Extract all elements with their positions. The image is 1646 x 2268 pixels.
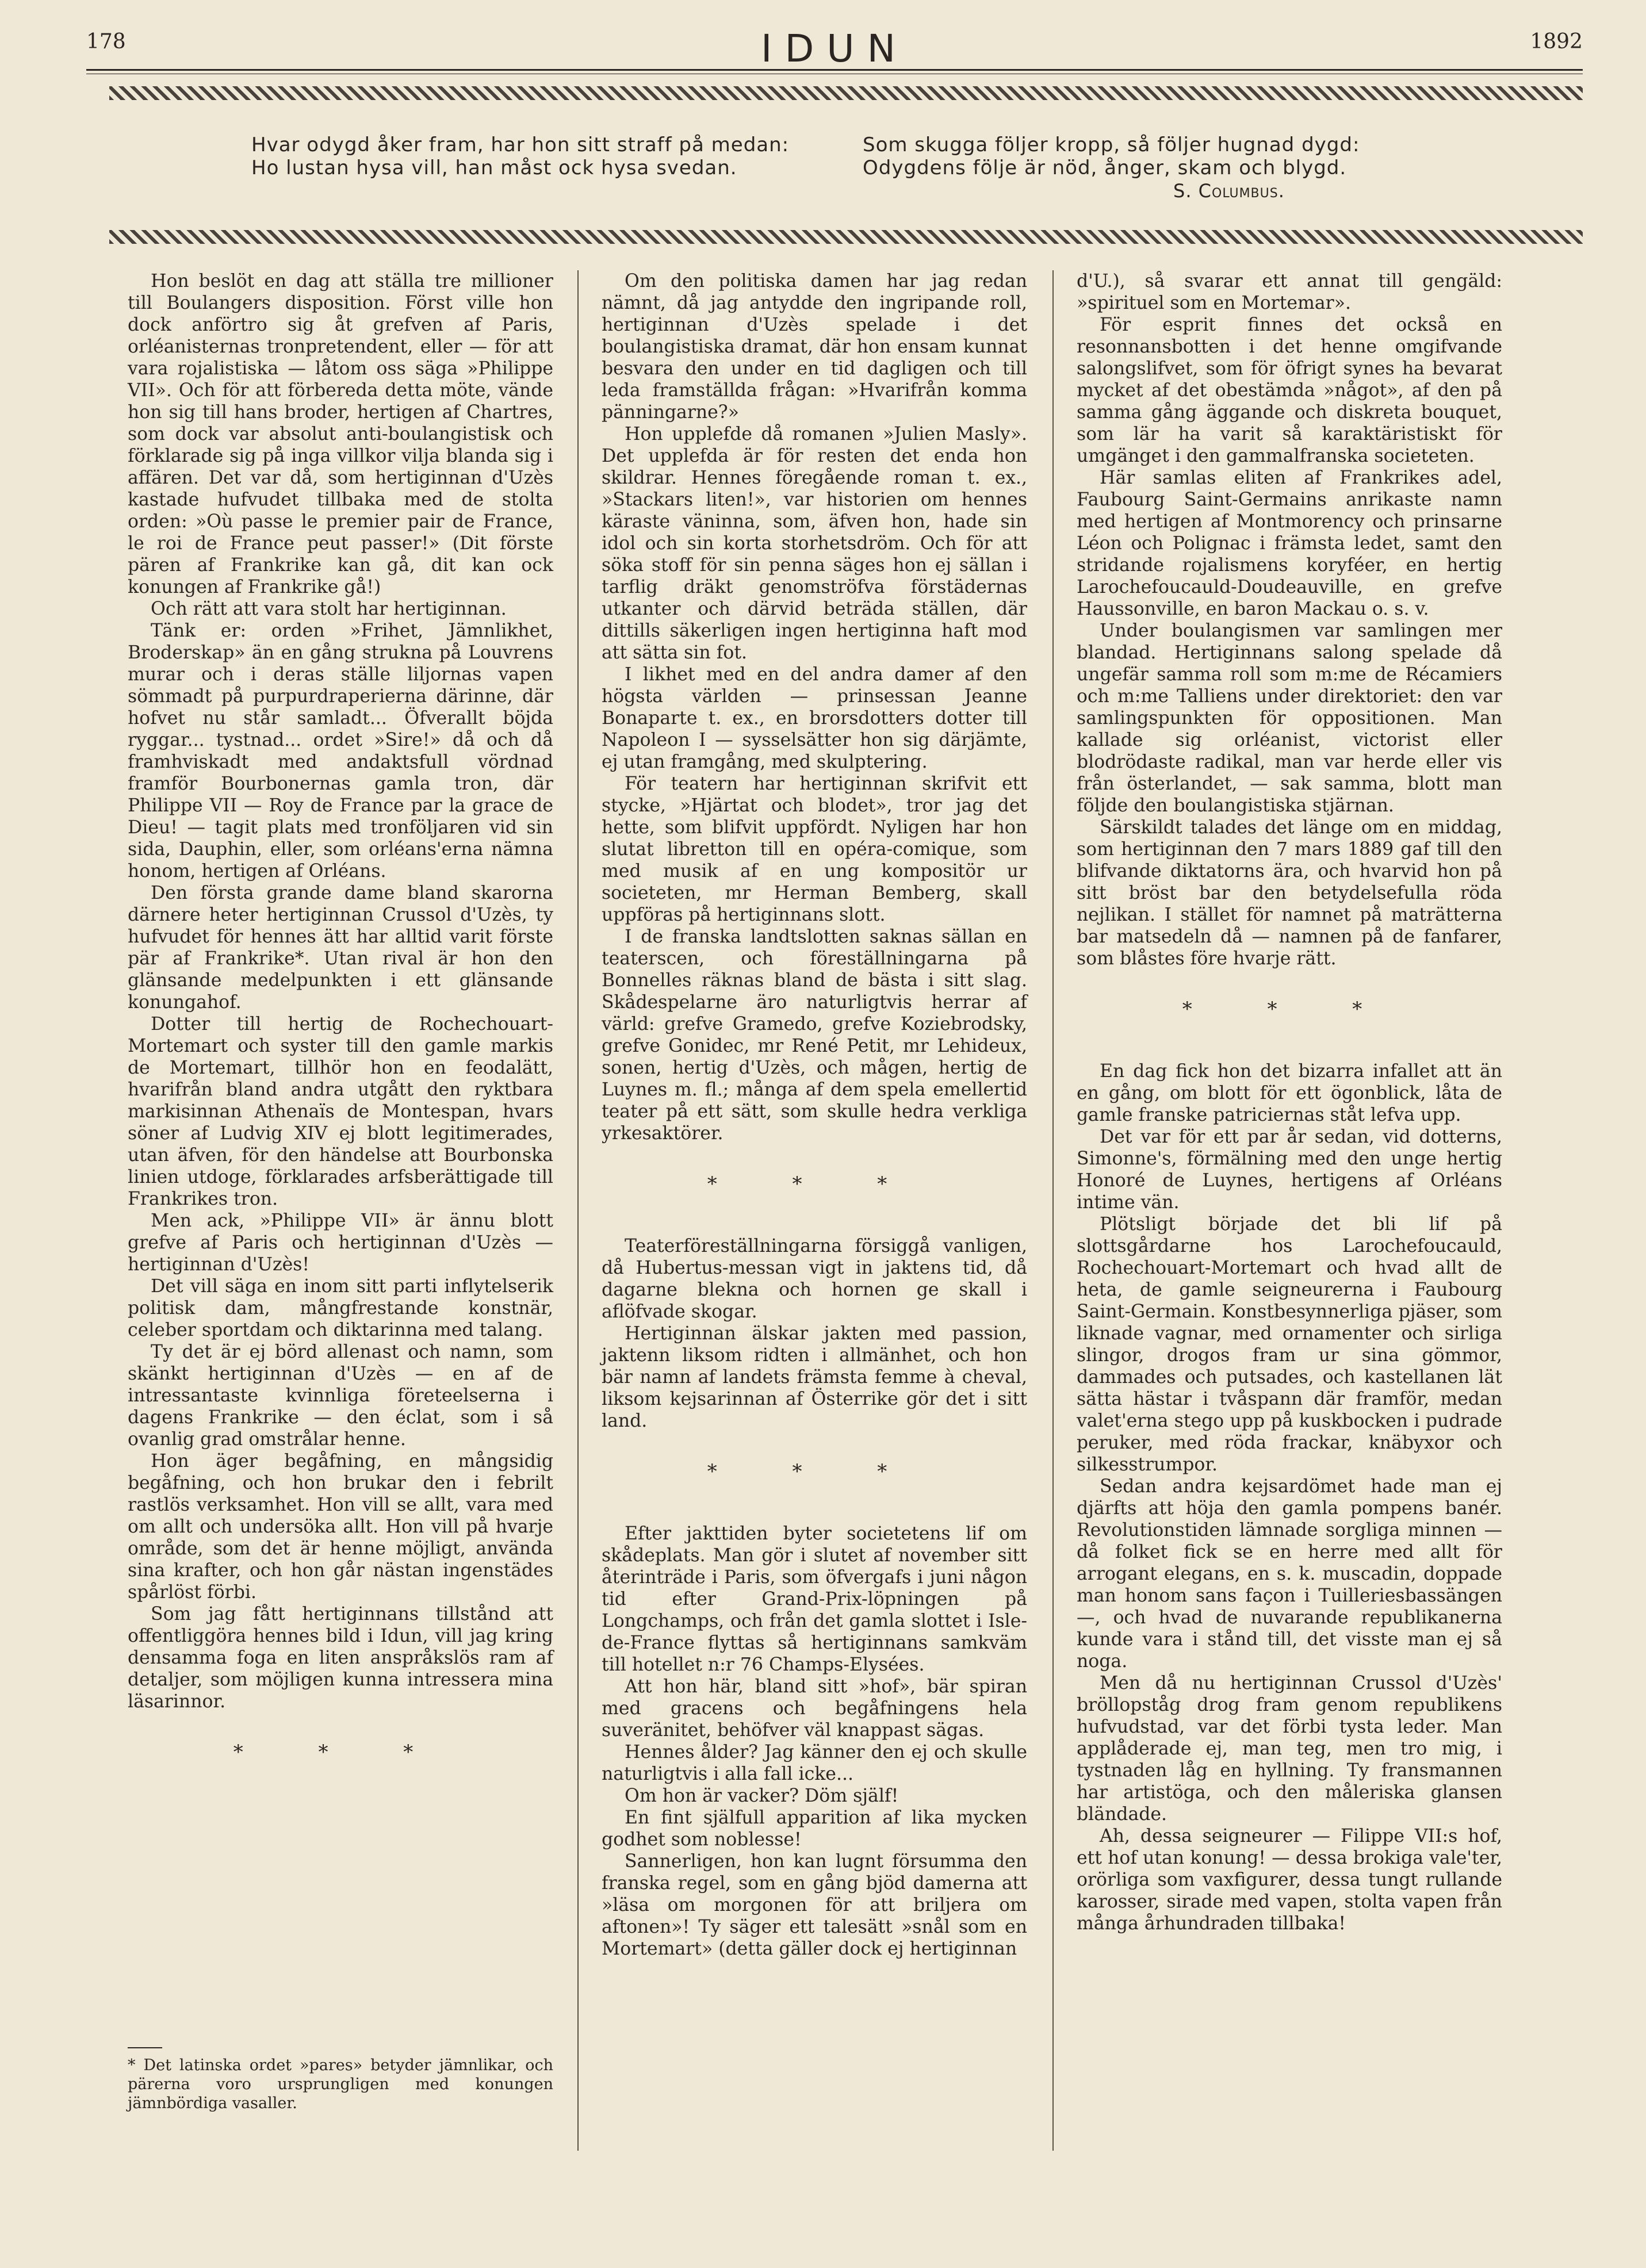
paragraph: Hennes ålder? Jag känner den ej och skulle naturligtvis i alla fall icke... <box>602 1742 1027 1784</box>
poem-left <box>251 133 789 179</box>
paragraph: Den första grande dame bland skarorna därnere heter hertiginnan Crussol d'Uzès, ty hufvudet för hennes ätt har alltid varit förste pär af Frankrike*. Utan rival är hon den glänsande medelpunkten i ett glänsande konungahof. <box>128 883 553 1013</box>
paragraph: Som jag fått hertiginnans tillstånd att offentliggöra hennes bild i Idun, vill jag kring densamma foga en liten anspråkslös ram af detaljer, som möjligen kunna intressera mina läsarinnor. <box>128 1604 553 1712</box>
page-number: 178 <box>86 30 126 53</box>
poem-right <box>863 133 1360 179</box>
paragraph: d'U.), så svarar ett annat till gengäld: »spirituel som en Mortemar». <box>1077 271 1502 313</box>
paragraph: Här samlas eliten af Frankrikes adel, Faubourg Saint-Germains anrikaste namn med hertigen af Montmorency och prinsarne Léon och Polignac i främsta ledet, samt den stridande rojalismens koryféer, en hertig Larochefoucauld-Doudeauville, en grefve Haussonville, en baron Mackau o. s. v. <box>1077 468 1502 619</box>
column-divider <box>1052 270 1054 2151</box>
paragraph: Ah, dessa seigneurer — Filippe VII:s hof, ett hof utan konung! — dessa brokiga vale'ter, orörliga som vaxfigurer, dessa tungt rullande karosser, sirade med vapen, stolta vapen från många århundraden tillbaka! <box>1077 1826 1502 1934</box>
paragraph: Ty det är ej börd allenast och namn, som skänkt hertiginnan d'Uzès — en af de intressantaste kvinnliga företeelserna i dagens Frankrike — den éclat, som i så ovanlig grad omstrålar henne. <box>128 1342 553 1450</box>
paragraph: Om hon är vacker? Döm själf! <box>625 1786 899 1806</box>
paragraph: Det var för ett par år sedan, vid dotterns, Simonne's, förmälning med den unge hertig Honoré de Luynes, hertigens af Orléans intime vän. <box>1077 1127 1502 1213</box>
paragraph: Men då nu hertiginnan Crussol d'Uzès' bröllopståg drog fram genom republikens hufvudstad, var det förbi tysta leder. Man applåderade ej, man teg, men tro mig, i tystnaden låg en hyllning. Ty fransmannen har artistöga, och den måleriska glansen bländade. <box>1077 1673 1502 1825</box>
paragraph: För esprit finnes det också en resonnansbotten i det henne omgifvande salongslifvet, som för öfrigt synes ha bevarat mycket af det obestämda »något», af den på samma gång äggande och diskreta bouquet, som lär ha varit så karaktäristiskt för umgänget i den gammalfranska societeten. <box>1077 315 1502 466</box>
poem-line: Odygdens följe är nöd, ånger, skam och blygd. <box>863 156 1347 179</box>
paragraph: Plötsligt började det bli lif på slottsgårdarne hos Larochefoucauld, Rochechouart-Mortemart och hvad allt de heta, de gamle seigneurerna i Faubourg Saint-Germain. Konstbesynnerliga pjäser, som liknade vagnar, med ornamenter och sirliga slingor, drogos fram ur sina gömmor, dammades och putsades, och kastellanen lät sätta hästar i tvåspann där framför, medan valet'erna stego upp på kuskbocken i pudrade peruker, med röda frackar, knäbyxor och silkesstrumpor. <box>1077 1214 1502 1475</box>
poem-line: Som skugga följer kropp, så följer hugnad dygd: <box>863 133 1360 156</box>
page-header <box>86 26 1583 71</box>
paragraph: Efter jakttiden byter societetens lif om skådeplats. Man gör i slutet af november sitt återinträde i Paris, som öfvergafs i juni någon tid efter Grand-Prix-löpningen på Longchamps, och från det gamla slottet i Isle-de-France flyttas så hertiginnans samkväm till hotellet n:r 76 Champs-Elysées. <box>602 1523 1027 1675</box>
paragraph: Hon äger begåfning, en mångsidig begåfning, och hon brukar den i febrilt rastlös verksamhet. Hon vill se allt, vara med om allt och undersöka allt. Hon vill på hvarje område, som det är henne möjligt, använda sina krafter, och hon går nästan ingenstädes spårlöst förbi. <box>128 1451 553 1603</box>
paragraph: För teatern har hertiginnan skrifvit ett stycke, »Hjärtat och blodet», tror jag det hette, som blifvit uppfördt. Nyligen har hon slutat libretton till en opéra-comique, som med musik af en ung kompositör ur societeten, mr Herman Bemberg, skall uppföras på hertiginnans slott. <box>602 773 1027 925</box>
paragraph: Under boulangismen var samlingen mer blandad. Hertiginnans salong spelade då ungefär samma roll som m:me de Récamiers och m:me Talliens under direktoriet: den var samlingspunkten för oppositionen. Man kallade sig orléanist, victorist eller blodrödaste radikal, man var herde eller vis från österlandet, — sak samma, blott man följde den boulangistiska stjärnan. <box>1077 620 1502 816</box>
footnote: * Det latinska ordet »pares» betyder jämnlikar, och pärerna voro ursprungligen med konungen jämnbördiga vasaller. <box>128 2056 553 2112</box>
paragraph: Dotter till hertig de Rochechouart-Mortemart och syster till den gamle markis de Mortemart, tillhör hon en feodalätt, hvarifrån bland andra utgått den ryktbara markisinnan Athenaïs de Montespan, hvars söner af Ludvig XIV ej blott legitimerades, utan äfven, för den händelse att Bourbonska linien utdoge, förklarades arfsberättigade till Frankrikes tron. <box>128 1014 553 1209</box>
footnote-rule <box>128 2047 162 2048</box>
section-break-stars: * * * <box>707 1173 922 1196</box>
paragraph: I likhet med en del andra damer af den högsta världen — prinsessan Jeanne Bonaparte t. ex., en brorsdotters dotter till Napoleon I — sysselsätter hon sig därjämte, ej utan framgång, med skulptering. <box>602 664 1027 772</box>
paragraph: Hon beslöt en dag att ställa tre millioner till Boulangers disposition. Först ville hon dock anförtro sig åt grefven af Paris, orléanisternas tronpretendent, eller — för att vara rojalistiska — låtom oss säga »Philippe VII». Och för att förbereda detta möte, vände hon sig till hans broder, hertigen af Chartres, som dock var absolut anti-boulangistisk och förklarade sig på inga villkor vilja blanda sig i affären. Det var då, som hertiginnan d'Uzès kastade hufvudet tillbaka med de stolta orden: »Où passe le premier pair de France, le roi de France peut passer!» (Dit förste pären af Frankrike kan gå, dit kan ock konungen af Frankrike gå!) <box>128 271 553 597</box>
paragraph: Sedan andra kejsardömet hade man ej djärfts att höja den gamla pompens banér. Revolutionstiden lämnade sorgliga minnen — då folket fick se en herre med allt för arrogant elegans, en s. k. muscadin, doppade man honom sans façon i Tuilleriesbassängen —, och hvad de nuvarande republikanerna kunde vara i stånd till, det visste man ej så noga. <box>1077 1476 1502 1672</box>
paragraph: Hertiginnan älskar jakten med passion, jaktenn liksom ridten i allmänhet, och hon bär namn af landets främsta femme à cheval, liksom kejsarinnan af Österrike gör det i sitt land. <box>602 1323 1027 1431</box>
paragraph: Att hon här, bland sitt »hof», bär spiran med gracens och begåfningens hela suveränitet, behöfver väl knappast sägas. <box>602 1676 1027 1741</box>
column-divider <box>577 270 579 2151</box>
poem-line: Ho lustan hysa vill, han måst ock hysa svedan. <box>251 156 737 179</box>
paragraph: En dag fick hon det bizarra infallet att än en gång, om blott för ett ögonblick, låta de gamle franske patriciernas ståt lefva upp. <box>1077 1061 1502 1125</box>
paragraph: Och rätt att vara stolt har hertiginnan. <box>151 599 507 619</box>
column-2 <box>602 270 1027 1960</box>
poem-line: Hvar odygd åker fram, har hon sitt straff på medan: <box>251 133 790 156</box>
paragraph: Om den politiska damen har jag redan nämnt, då jag antydde den ingripande roll, hertiginnan d'Uzès spelade i det boulangistiska dramat, där hon ensam kunnat besvara den under en tid dagligen och till leda framställda frågan: »Hvarifrån komma pänningarne?» <box>602 271 1027 423</box>
column-3 <box>1077 270 1502 1934</box>
paragraph: Men ack, »Philippe VII» är ännu blott grefve af Paris och hertiginnan d'Uzès — hertiginnan d'Uzès! <box>128 1210 553 1275</box>
paragraph: Tänk er: orden »Frihet, Jämnlikhet, Broderskap» än en gång strukna på Louvrens murar och i deras ställe liljornas vapen sömmadt på purpurdraperierna därinne, där hofvet nu står samladt... Öfverallt böjda ryggar... tystnad... ordet »Sire!» då och då framhviskadt med andaktsfull vördnad framför Bourbonernas gamla tron, där Philippe VII — Roy de France par la grace de Dieu! — tagit plats med tronföljaren vid sin sida, Dauphin, eller, som orléans'erna nämna honom, hertigen af Orléans. <box>128 620 553 882</box>
paragraph: I de franska landtslotten saknas sällan en teaterscen, och föreställningarna på Bonnelles räknas bland de bästa i sitt slag. Skådespelarne äro naturligtvis herrar af värld: grefve Gramedo, grefve Koziebrodsky, grefve Gonidec, mr René Petit, mr Lehideux, sonen, hertig d'Uzès, och mågen, hertig de Luynes m. fl.; många af dem spela emellertid teater på ett sätt, som skulle hedra verkliga yrkesaktörer. <box>602 926 1027 1144</box>
masthead-title: IDUN <box>761 26 908 71</box>
paragraph: Särskildt talades det länge om en middag, som hertiginnan den 7 mars 1889 gaf till den blifvande diktatorns ära, och hvarvid hon på sitt bröst bar den betydelsefulla röda nejlikan. I stället för namnet på maträtterna bar matsedeln då — namnen på de fanfarer, som blåstes före hvarje rätt. <box>1077 817 1502 969</box>
section-break-stars: * * * <box>233 1741 448 1764</box>
paragraph: En fint själfull apparition af lika mycken godhet som noblesse! <box>602 1807 1027 1850</box>
year: 1892 <box>1530 30 1583 53</box>
column-1 <box>128 270 553 1803</box>
paragraph: Hon upplefde då romanen »Julien Masly». Det upplefda är för resten det enda hon skildrar. Hennes föregående roman t. ex., »Stackars liten!», var historien om hennes käraste väninna, som, äfven hon, hade sin idol och sin korta storhetsdröm. Och för att söka stoff för sin penna säges hon ej sällan i tarflig dräkt genomströfva förstädernas utkanter och därvid beträda ställen, där dittills säkerligen ingen hertiginna haft mod att sätta sin fot. <box>602 424 1027 663</box>
paragraph: Sannerligen, hon kan lugnt försumma den franska regel, som en gång bjöd damerna att »läsa om morgonen för att briljera om aftonen»! Ty säger ett talesätt »snål som en Mortemart» (detta gäller dock ej hertiginnan <box>602 1851 1027 1959</box>
paragraph: Teaterföreställningarna försiggå vanligen, då Hubertus-messan vigt in jaktens tid, då dagarne blekna och hornen ge skall i aflöfvade skogar. <box>602 1236 1027 1322</box>
ornament-border-top <box>109 86 1583 100</box>
section-break-stars: * * * <box>1182 998 1397 1021</box>
section-break-stars: * * * <box>707 1460 922 1483</box>
header-rule <box>86 69 1583 71</box>
poem-attribution: S. Columbus. <box>1173 180 1285 202</box>
paragraph: Det vill säga en inom sitt parti inflytelserik politisk dam, mångfrestande konstnär, celeber sportdam och diktarinna med talang. <box>128 1276 553 1340</box>
ornament-border-bottom <box>109 230 1583 244</box>
